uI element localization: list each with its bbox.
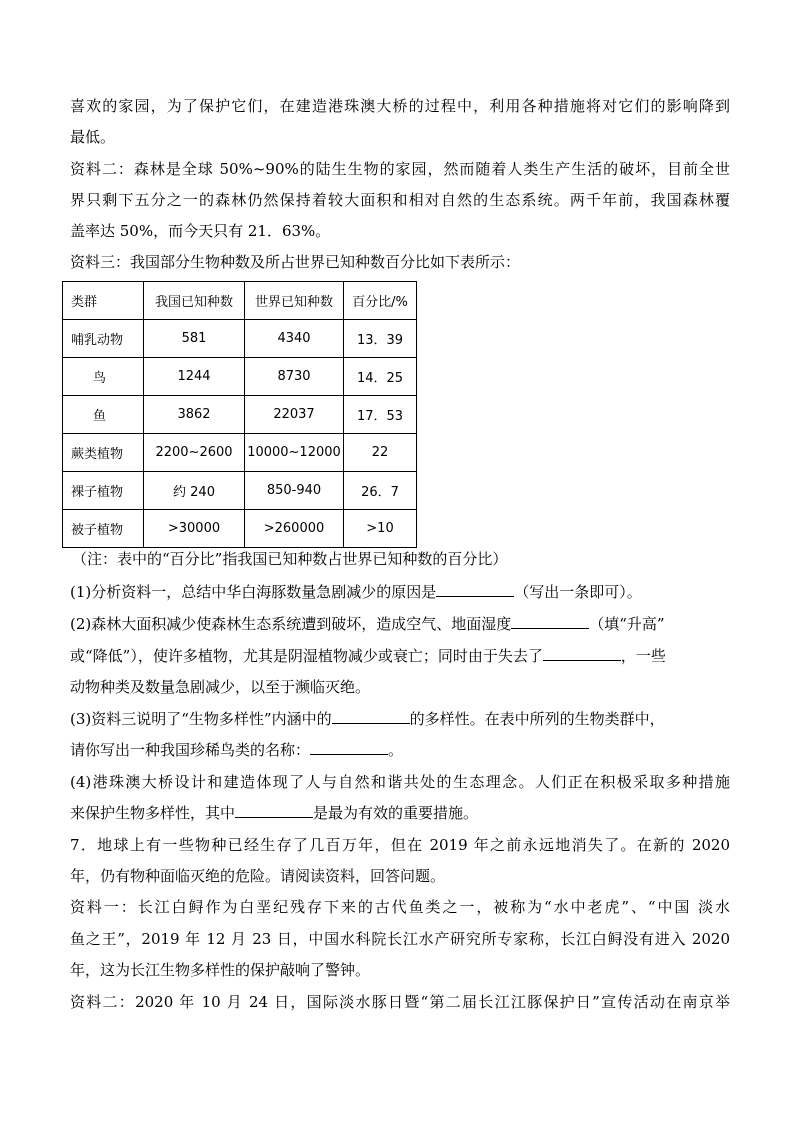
- question-text: ，一些: [620, 647, 666, 665]
- table-cell: 3862: [144, 396, 245, 434]
- table-header-cell: 世界已知种数: [245, 282, 344, 320]
- table-cell: >260000: [245, 510, 344, 548]
- table-cell: 约 240: [144, 472, 245, 510]
- table-cell: 被子植物: [63, 510, 144, 548]
- answer-blank[interactable]: [511, 614, 589, 629]
- answer-blank[interactable]: [310, 740, 388, 755]
- table-cell: >10: [344, 510, 417, 548]
- table-cell: 1244: [144, 358, 245, 396]
- question-text: (2)森林大面积减少使森林生态系统遭到破坏，造成空气、地面湿度: [70, 615, 512, 633]
- question-3-line-2: [70, 740, 730, 760]
- question-4-line-1: (4)港珠澳大桥设计和建造体现了人与自然和谐共处的生态理念。人们正在积极采取多种措施: [70, 773, 730, 791]
- paragraph-line: 资料三：我国部分生物种数及所占世界已知种数百分比如下表所示：: [70, 253, 521, 271]
- table-note: （注：表中的“百分比”指我国已知种数占世界已知种数的百分比）: [72, 550, 508, 568]
- paragraph-line: 最低。: [70, 128, 116, 146]
- table-cell: >30000: [144, 510, 245, 548]
- answer-blank[interactable]: [235, 803, 313, 818]
- table-row: [63, 320, 417, 358]
- question-text: (1)分析资料一，总结中华白海豚数量急剧减少的原因是: [70, 583, 437, 601]
- question-7-line: 鱼之王”，2019 年 12 月 23 日，中国水科院长江水产研究所专家称，长江白鲟没有进入 2020: [70, 930, 730, 948]
- answer-blank[interactable]: [332, 709, 410, 724]
- question-7-line: 年，这为长江生物多样性的保护敲响了警钟。: [70, 961, 371, 979]
- table-cell: 850-940: [245, 472, 344, 510]
- table-cell: 鸟: [63, 358, 144, 396]
- question-7-line: 7．地球上有一些物种已经生存了几百万年，但在 2019 年之前永远地消失了。在新的 2020: [70, 836, 730, 854]
- table-cell: 22037: [245, 396, 344, 434]
- table-cell: 哺乳动物: [63, 320, 144, 358]
- question-text: 是最为有效的重要措施。: [313, 804, 479, 822]
- table-cell: 10000~12000: [245, 434, 344, 472]
- paragraph-line: 资料二：森林是全球 50%~90%的陆生生物的家园，然而随着人类生产生活的破坏，目前全世: [70, 160, 730, 178]
- table-row: [63, 434, 417, 472]
- question-7-line: 年，仍有物种面临灭绝的危险。请阅读资料，回答问题。: [70, 867, 446, 885]
- question-7-line: 资料二：2020 年 10 月 24 日，国际淡水豚日暨“第二届长江江豚保护日”宣传活动在南京举: [70, 993, 730, 1011]
- table-row: [63, 396, 417, 434]
- table-cell: 17．53: [344, 396, 417, 434]
- table-cell: 鱼: [63, 396, 144, 434]
- table-cell: 2200~2600: [144, 434, 245, 472]
- table-cell: 蕨类植物: [63, 434, 144, 472]
- species-table: [62, 281, 417, 548]
- table-header-cell: 类群: [63, 282, 144, 320]
- table-cell: 4340: [245, 320, 344, 358]
- question-text: （填“升高”: [589, 615, 665, 633]
- question-text: 。: [388, 741, 404, 759]
- question-1: [70, 582, 730, 602]
- question-7-line: 资料一：长江白鲟作为白垩纪残存下来的古代鱼类之一，被称为“水中老虎”、“中国 淡水: [70, 898, 730, 916]
- table-header-cell: 百分比/%: [344, 282, 417, 320]
- table-cell: 裸子植物: [63, 472, 144, 510]
- question-2-line-2: [70, 646, 730, 666]
- question-text: 或“降低”），使许多植物，尤其是阴湿植物减少或衰亡；同时由于失去了: [70, 647, 543, 665]
- table-row: [63, 472, 417, 510]
- table-header-cell: 我国已知种数: [144, 282, 245, 320]
- question-text: 的多样性。在表中所列的生物类群中，: [409, 710, 665, 728]
- paragraph-line: 盖率达 50%，而今天只有 21．63%。: [70, 222, 331, 240]
- question-4-line-2: [70, 803, 730, 823]
- question-3-line-1: [70, 709, 730, 729]
- paragraph-line: 喜欢的家园，为了保护它们，在建造港珠澳大桥的过程中，利用各种措施将对它们的影响降到: [70, 97, 730, 115]
- question-2-line-3: 动物种类及数量急剧减少，以至于濒临灭绝。: [70, 678, 371, 696]
- table-cell: 22: [344, 434, 417, 472]
- question-2-line-1: [70, 614, 730, 634]
- question-text: 请你写出一种我国珍稀鸟类的名称：: [70, 741, 311, 759]
- question-text: (3)资料三说明了“生物多样性”内涵中的: [70, 710, 332, 728]
- table-cell: 26．7: [344, 472, 417, 510]
- table-cell: 8730: [245, 358, 344, 396]
- answer-blank[interactable]: [543, 646, 621, 661]
- table-header-row: [63, 282, 417, 320]
- table-cell: 581: [144, 320, 245, 358]
- answer-blank[interactable]: [436, 582, 514, 597]
- table-cell: 13．39: [344, 320, 417, 358]
- table-cell: 14．25: [344, 358, 417, 396]
- question-text: （写出一条即可）。: [514, 583, 642, 601]
- question-text: 来保护生物多样性，其中: [70, 804, 236, 822]
- table-row: [63, 510, 417, 548]
- table-row: [63, 358, 417, 396]
- paragraph-line: 界只剩下五分之一的森林仍然保持着较大面积和相对自然的生态系统。两千年前，我国森林覆: [70, 191, 730, 209]
